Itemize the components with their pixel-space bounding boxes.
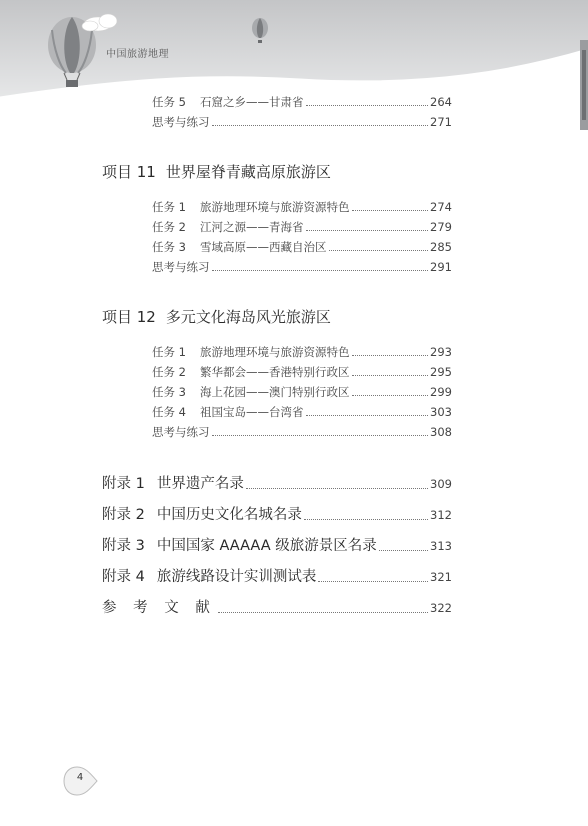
task-number: 任务 5 [152,95,186,109]
dot-leader [218,612,428,613]
page-ref: 321 [430,570,452,584]
dot-leader [212,435,429,436]
page-number-badge [63,765,99,797]
section-heading[interactable] [102,161,331,182]
dot-leader [304,519,428,520]
appendix-title: 旅游线路设计实训测试表 [156,569,317,585]
page-ref: 295 [430,365,452,379]
page-ref: 291 [430,260,452,274]
entry-title: 旅游地理环境与旅游资源特色 [200,345,350,359]
appendix-entry[interactable] [102,534,452,555]
references-title: 参 考 文 献 [102,600,216,616]
dot-leader [306,415,429,416]
references-entry[interactable] [102,596,452,617]
entry-title: 思考与练习 [152,425,210,439]
dot-leader [379,550,428,551]
dot-leader [212,270,429,271]
dot-leader [306,105,429,106]
page-edge-decoration [580,40,588,130]
project-title: 多元文化海岛风光旅游区 [165,308,331,326]
section-heading[interactable] [102,306,331,327]
appendix-title: 中国国家 AAAAA 级旅游景区名录 [156,538,377,554]
task-number: 任务 4 [152,405,186,419]
page-ref: 313 [430,539,452,553]
appendix-title: 世界遗产名录 [156,476,244,492]
task-number: 任务 2 [152,220,186,234]
appendix-entry[interactable] [102,472,452,493]
entry-title: 祖国宝岛——台湾省 [200,405,304,419]
entry-title: 江河之源——青海省 [200,220,304,234]
toc-entry[interactable] [152,424,452,440]
page-ref: 299 [430,385,452,399]
toc-entry[interactable] [152,344,452,360]
dot-leader [352,210,429,211]
task-number: 任务 1 [152,345,186,359]
dot-leader [318,581,428,582]
dot-leader [352,375,429,376]
toc-entry[interactable] [152,364,452,380]
toc-entry[interactable] [152,384,452,400]
appendix-number: 附录 3 [102,538,145,554]
appendix-number: 附录 1 [102,476,145,492]
dot-leader [212,125,429,126]
project-number: 项目 12 [102,308,156,326]
toc-entry[interactable] [152,259,452,275]
toc-entry[interactable] [152,239,452,255]
entry-title: 思考与练习 [152,260,210,274]
toc-entry[interactable] [152,199,452,215]
appendix-number: 附录 2 [102,507,145,523]
appendix-entry[interactable] [102,565,452,586]
task-number: 任务 2 [152,365,186,379]
toc-entry[interactable] [152,404,452,420]
page-ref: 322 [430,601,452,615]
task-number: 任务 3 [152,385,186,399]
project-title: 世界屋脊青藏高原旅游区 [165,163,331,181]
dot-leader [352,355,429,356]
page-number: 4 [76,772,84,783]
entry-title: 海上花园——澳门特别行政区 [200,385,350,399]
toc-entry[interactable] [152,219,452,235]
toc-entry[interactable] [152,114,452,130]
page-ref: 293 [430,345,452,359]
entry-title: 思考与练习 [152,115,210,129]
page-ref: 285 [430,240,452,254]
page-ref: 264 [430,95,452,109]
page-ref: 274 [430,200,452,214]
entry-title: 旅游地理环境与旅游资源特色 [200,200,350,214]
entry-title: 繁华都会——香港特别行政区 [200,365,350,379]
page-ref: 271 [430,115,452,129]
running-head: 中国旅游地理 [106,49,169,60]
page-ref: 309 [430,477,452,491]
appendix-title: 中国历史文化名城名录 [156,507,302,523]
task-number: 任务 3 [152,240,186,254]
appendix-entry[interactable] [102,503,452,524]
dot-leader [246,488,428,489]
page-ref: 308 [430,425,452,439]
dot-leader [306,230,429,231]
page-ref: 279 [430,220,452,234]
dot-leader [329,250,429,251]
toc-entry[interactable] [152,94,452,110]
project-number: 项目 11 [102,163,156,181]
entry-title: 石窟之乡——甘肃省 [200,95,304,109]
entry-title: 雪域高原——西藏自治区 [200,240,327,254]
appendix-number: 附录 4 [102,569,145,585]
task-number: 任务 1 [152,200,186,214]
page-ref: 303 [430,405,452,419]
page-ref: 312 [430,508,452,522]
dot-leader [352,395,429,396]
